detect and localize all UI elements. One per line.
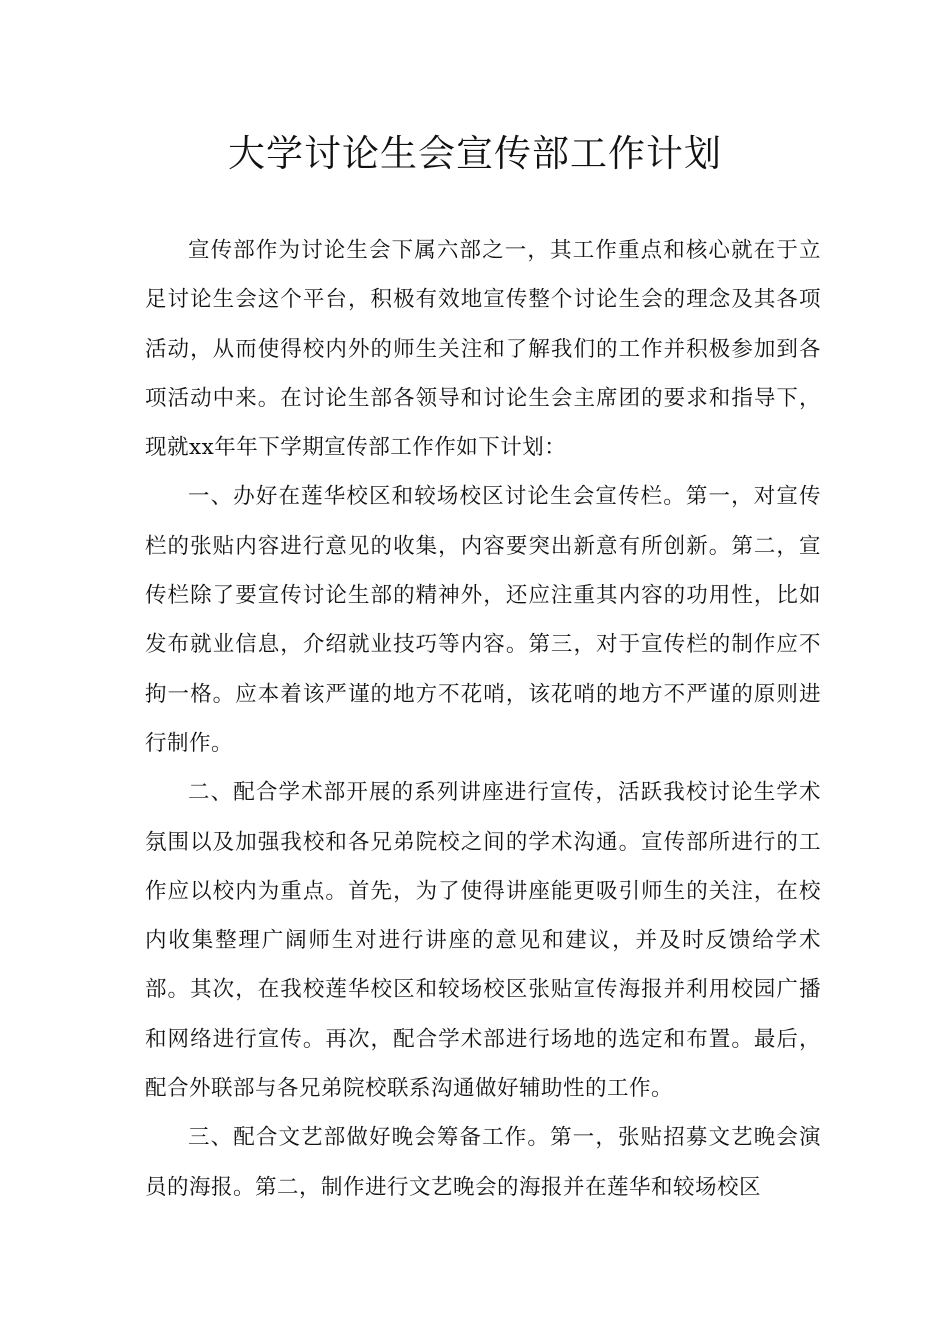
paragraph-intro: 宣传部作为讨论生会下属六部之一，其工作重点和核心就在于立足讨论生会这个平台，积极有效地宣传整个讨论生会的理念及其各项活动，从而使得校内外的师生关注和了解我们的工作并积极参加到各项活动中来。在讨论生部各领导和讨论生会主席团的要求和指导下，现就xx年年下学期宣传部工作作如下计划： bbox=[145, 238, 821, 461]
paragraph-item-2: 二、配合学术部开展的系列讲座进行宣传，活跃我校讨论生学术氛围以及加强我校和各兄弟院校之间的学术沟通。宣传部所进行的工作应以校内为重点。首先，为了使得讲座能更吸引师生的关注，在校内收集整理广阔师生对进行讲座的意见和建议，并及时反馈给学术部。其次，在我校莲华校区和较场校区张贴宣传海报并利用校园广播和网络进行宣传。再次，配合学术部进行场地的选定和布置。最后，配合外联部与各兄弟院校联系沟通做好辅助性的工作。 bbox=[145, 780, 821, 1102]
paragraph-item-3: 三、配合文艺部做好晚会筹备工作。第一，张贴招募文艺晚会演员的海报。第二，制作进行文艺晚会的海报并在莲华和较场校区 bbox=[145, 1125, 821, 1200]
document-body bbox=[145, 226, 821, 1212]
paragraph-item-1: 一、办好在莲华校区和较场校区讨论生会宣传栏。第一，对宣传栏的张贴内容进行意见的收集，内容要突出新意有所创新。第二，宣传栏除了要宣传讨论生部的精神外，还应注重其内容的功用性，比如发布就业信息，介绍就业技巧等内容。第三，对于宣传栏的制作应不拘一格。应本着该严谨的地方不花哨，该花哨的地方不严谨的原则进行制作。 bbox=[145, 484, 821, 756]
document-title: 大学讨论生会宣传部工作计划 bbox=[228, 132, 722, 175]
